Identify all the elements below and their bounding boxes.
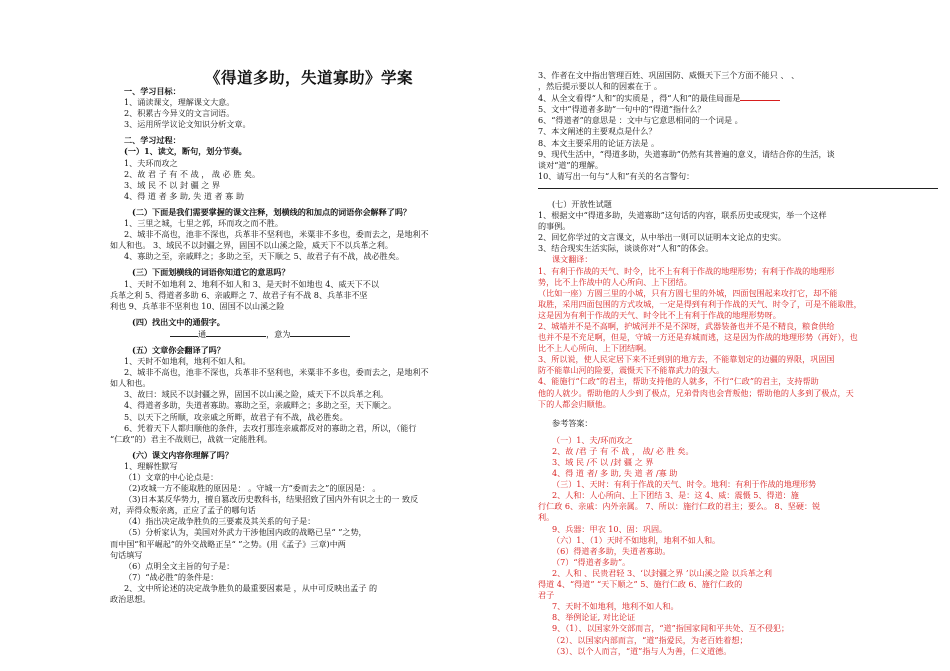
section-objectives-heading: 一、学习目标：: [124, 86, 181, 96]
part5-item: 如人和也。: [110, 378, 151, 389]
part3-item: 兵革之利 5、得道者多助 6、亲戚畔之 7、故君子有不战 8、兵革非不坚: [110, 289, 368, 300]
part6-item: 1、理解性默写: [124, 460, 178, 471]
part1-item: 4、得 道 者 多 助, 失 道 者 寡 助: [124, 190, 244, 201]
question-item: ，然后提示要以人和的因素在于 。: [538, 81, 662, 92]
part6-item: （1）文章的中心论点是：: [124, 472, 219, 482]
question-item: 5、文中“得道者多助”一句中的“得道”指什么？: [538, 104, 706, 115]
answer-blank[interactable]: [740, 92, 780, 101]
part6-item: 2、文中所论述的决定战争胜负的最重要因素是 ，从中可反映出孟子 的: [124, 582, 378, 593]
part6-item: （5）分析家认为，美国对外武力干涉他国内政的战略已呈“ ”之势，: [124, 527, 367, 538]
part6-item: 政治思想。: [110, 594, 151, 605]
part2-item: 2、城非不高也，池非不深也，兵革非不坚利也，米粟非不多也，委而去之，是地利不: [124, 229, 429, 240]
translation-line: 2、城墙并不是不高啊，护城河并不是不深呀，武器装备也并不是不精良，粮食供给: [538, 320, 835, 331]
part5-item: 6、凭着天下人都归顺他的条件，去攻打那连亲戚都反对的寡助之君，所以，（能行: [124, 422, 417, 433]
answer-line: （一）1、夫/环而攻之: [552, 434, 633, 445]
answer-line: 9、（1）、以国家外交部而言，“道”指国家间和平共处、互不侵犯；: [552, 623, 790, 634]
part6-heading: (六）课文内容你理解了吗？: [132, 449, 233, 460]
part6-item: 句话填写: [110, 549, 143, 560]
answer-line: 7、天时不如地利，地利不如人和。: [552, 601, 679, 612]
answer-blank[interactable]: [170, 328, 198, 337]
part7-item: 的事例。: [538, 221, 571, 232]
objective-item: 1、诵读课文，理解课文大意。: [124, 97, 235, 108]
part5-item: “仁政”的）君主不战则已，战就一定能胜利。: [110, 433, 273, 444]
answer-line: （3）、以个人而言，“道”指与人为善，仁义道德。: [552, 645, 732, 656]
part1-item: 3、域 民 不 以 封 疆 之 界: [124, 179, 221, 190]
translation-line: 这是因为有利于作战的天气、时令比不上有利于作战的地理形势呀。: [538, 309, 781, 320]
part3-item: 1、天时不如地利 2、地利不如人和 3、是天时不如地也 4、威天下不以: [124, 278, 379, 289]
answer-line: 8、举例论证, 对比论证: [552, 612, 636, 623]
part6-item: （6）点明全文主旨的句子是：: [124, 560, 235, 571]
part6-item: 而中国“和平崛起”的外交战略正呈“ ”之势。(用《孟子》三章)中两: [110, 538, 346, 549]
answer-line: （2）、以国家内部而言，“道”指爱民，为老百姓着想；: [552, 634, 748, 645]
question-item: 8、本文主要采用的论证方法是 。: [538, 137, 660, 148]
answer-line[interactable]: [538, 182, 938, 189]
part7-heading: (七）开放性试题: [552, 198, 612, 209]
part6-item: 对，弄得众叛亲离，正应了孟子的哪句话: [110, 505, 256, 516]
part6-item: （4）指出决定战争胜负的三要素及其关系的句子是：: [124, 516, 316, 527]
part6-item: （3)日本某反华势力，擅自篡改历史教科书，结果招致了国内外有识之士的一 致反: [124, 494, 419, 505]
part4-fill-line: [110, 328, 508, 340]
answer-line: 得道 4、“得道” “天下顺之” 5、施行仁政 6、施行仁政的: [538, 579, 743, 590]
translation-line: 下的人都会归顺他。: [538, 398, 611, 409]
part5-item: 2、城非不高也，池非不深也，兵革非不坚利也，米粟非不多也，委而去之，是地利不: [124, 367, 429, 378]
part5-item: 3、故曰：域民不以封疆之界，固国不以山溪之险，威天下不以兵革之利。: [124, 389, 389, 400]
translation-line: 也并不是不充足啊，但是，守城一方还是弃城而逃，这是因为作战的地理形势（再好），也: [538, 332, 858, 343]
part7-item: 1、根据文中“得道多助，失道寡助”这句话的内容，联系历史或现实，举一个这样: [538, 210, 827, 221]
question-item: 9、现代生活中，“得道多助，失道寡助”仍然有其普遍的意义，请结合你的生活，谈: [538, 148, 835, 159]
answer-line: （三）1、天时：有利于作战的天气、时令。地利：有利于作战的地理形势: [552, 479, 817, 490]
translation-heading: 课文翻译：: [552, 254, 593, 265]
question-item: 7、本文阐述的主要观点是什么？: [538, 126, 657, 137]
part2-item: 如人和也。 3、域民不以封疆之界，固国不以山溪之险，威天下不以兵革之利。: [110, 240, 393, 251]
answers-heading: 参考答案：: [552, 417, 593, 428]
question-item: 10、请写出一句与“人和”有关的名言警句：: [538, 170, 695, 181]
answer-line: 利。: [538, 512, 555, 523]
part5-item: 5、以天下之所顺，攻亲戚之所畔，故君子有不战，战必胜矣。: [124, 411, 348, 422]
answer-blank[interactable]: [206, 328, 266, 337]
part3-item: 利也 9、兵革非不坚利也 10、固国不以山溪之险: [110, 300, 285, 311]
answer-line: （6）得道者多助，失道者寡助。: [552, 545, 671, 556]
part5-item: 1、天时不如地利，地利不如人和。: [124, 356, 251, 367]
left-column: [110, 86, 508, 605]
part4-tong-label: 通: [198, 328, 207, 339]
objective-item: 3、运用所学议论文知识分析文章。: [124, 119, 251, 130]
part7-item: 3、结合现实生活实际，谈谈你对“人和”的体会。: [538, 243, 714, 254]
translation-line: 1、有利于作战的天气、时令，比不上有利于作战的地理形势；有利于作战的地理形: [538, 265, 835, 276]
answer-line: 行仁政 6、亲戚：内外亲属。 7、所以：施行仁政的君主；要么。 8、坚硬：锐: [538, 501, 821, 512]
answer-blank[interactable]: [290, 328, 350, 337]
question-item: 谈对“道”的理解。: [538, 159, 603, 170]
question-item: 3、作者在文中指出管理百姓、巩固国防、威慑天下三个方面不能只 、 、: [538, 70, 800, 80]
answer-line: 2、人和：人心所向、上下团结 3、是：这 4、威：震慑 5、得道：施: [552, 490, 799, 501]
answer-line: 3、域 民 /不 以 /封 疆 之 界: [552, 457, 654, 467]
part6-item: （7）“战必胜”的条件是：: [124, 571, 219, 582]
part5-heading: (五）文章你会翻译了吗？: [132, 344, 225, 355]
question-item: [538, 92, 938, 104]
part4-heading: (四）找出文中的通假字。: [132, 316, 225, 327]
answer-line: （六）1、（1）天时不如地利，地利不如人和。: [552, 534, 721, 545]
part2-item: 1、三里之城，七里之郭，环而攻之而不胜。: [124, 218, 283, 229]
translation-line: 4、能施行“仁政”的君主，帮助支持他的人就多，不行“仁政”的君主，支持帮助: [538, 376, 819, 387]
part1-heading: (一）1、读文，断句，划分节奏。: [124, 146, 247, 157]
part1-item: 2、故 君 子 有 不 战 ， 战 必 胜 矣。: [124, 168, 261, 179]
translation-line: 势，比不上作战中的人心所向、上下团结。: [538, 276, 692, 287]
translation-line: 防不能靠山河的险要，震慑天下不能靠武力的强大。: [538, 365, 725, 376]
translation-line: 取胜，采用四面包围的方式攻城，一定是得到有利于作战的天气、时令了，可是不能取胜，: [538, 298, 862, 309]
right-column: [538, 70, 938, 657]
translation-line: （比如一座）方圆三里的小城，只有方圆七里的外城，四面包围起来攻打它，却不能: [538, 287, 838, 298]
part4-meaning-label: ，意为: [266, 328, 291, 339]
answer-line: （7）“得道者多助”。: [552, 556, 631, 567]
answer-line: 2、人和 、民贵君轻 3、‘以封疆之界 ’以山溪之险 以兵革之利: [552, 567, 772, 578]
part5-item: 4、得道者多助，失道者寡助。寡助之至，亲戚畔之；多助之至，天下顺之。: [124, 400, 397, 411]
answer-line: 4、得 道 者/ 多 助, 失 道 者 /寡 助: [552, 468, 678, 479]
part3-heading: (三）下面划横线的词语你知道它的意思吗？: [132, 267, 290, 278]
part2-item: 4、寡助之至，亲戚畔之；多助之至，天下顺之 5、故君子有不战，战必胜矣。: [124, 251, 404, 262]
translation-line: 比不上人心所向、上下团结啊。: [538, 343, 652, 354]
translation-line: 他的人就少。帮助他的人少到了极点，兄弟骨肉也会背叛他；帮助他的人多到了极点，天: [538, 387, 854, 398]
answer-line: 君子: [538, 590, 555, 601]
question-item: 6、“得道者”的意思是 ：文中与它意思相同的一个词是 。: [538, 115, 743, 126]
part7-item: 2、回忆你学过的文言课文，从中举出一则可以证明本文论点的史实。: [538, 232, 786, 243]
page-title: 《得道多助，失道寡助》学案: [204, 68, 413, 87]
question-text: 4、从全文看得“人和”的实质是 ，得“人和”的最佳局面是: [538, 93, 741, 104]
answer-line: 9、兵器：甲衣 10、固：巩固。: [552, 523, 668, 534]
part2-heading: (二）下面是我们需要掌握的课文注释，划横线的和加点的词语你会解释了吗？: [132, 206, 412, 217]
objective-item: 2、积累古今异义的文言词语。: [124, 108, 235, 119]
section-process-heading: 二、学习过程：: [124, 135, 181, 146]
answer-line: 2、故 /君 子 有 不 战 ， 战/ 必 胜 矣。: [552, 445, 694, 456]
part1-item: 1、夫环而攻之: [124, 157, 178, 168]
part6-item: （2)攻城一方不能取胜的原因是： 。守城一方“委而去之”的原因是： 。: [124, 483, 381, 494]
translation-line: 3、所以说，使人民定居下来不迁到别的地方去，不能靠划定的边疆的界限，巩固国: [538, 354, 835, 365]
